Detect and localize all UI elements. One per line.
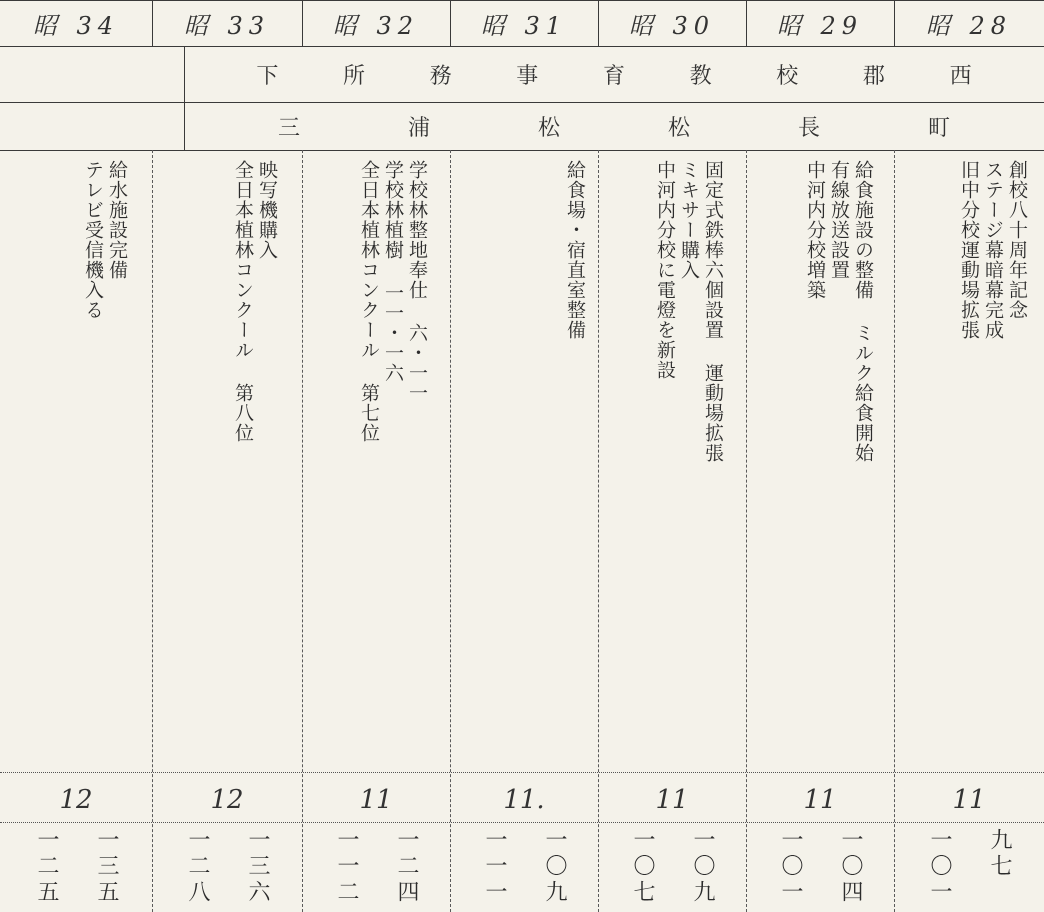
enrollment-number: 一〇一 — [778, 828, 803, 906]
band-char: 松 — [537, 115, 560, 141]
enrollment-number: 一〇七 — [630, 828, 655, 906]
enrollment-number: 一〇一 — [927, 828, 952, 906]
class-count: 12 — [59, 785, 93, 815]
era-header: 昭 33 — [183, 11, 271, 40]
header-bottom-divider — [0, 150, 1044, 151]
office-band — [184, 46, 1044, 102]
enrollment-cell — [894, 828, 1044, 908]
enrollment-cell — [0, 828, 152, 908]
entry-line: 学校林整地奉仕 六・一一 — [406, 160, 428, 403]
era-header: 昭 31 — [480, 11, 568, 40]
entry-line: 学校林植樹 一一・一六 — [382, 160, 404, 383]
entry-line: ステージ幕暗幕完成 — [982, 160, 1004, 340]
era-header: 昭 29 — [776, 11, 864, 40]
entry-s28 — [958, 160, 1028, 760]
era-header: 昭 28 — [925, 11, 1013, 40]
class-count: 11 — [952, 785, 986, 815]
band-char: 務 — [429, 63, 452, 89]
band-char: 所 — [342, 63, 365, 89]
entry-s30 — [654, 160, 724, 760]
band-char: 町 — [927, 115, 950, 141]
class-count: 11 — [803, 785, 837, 815]
kanji-row-divider — [0, 822, 1044, 823]
enrollment-number: 一〇九 — [542, 828, 567, 906]
entry-s34 — [82, 160, 128, 760]
era-header: 昭 32 — [332, 11, 420, 40]
band-char: 西 — [949, 63, 972, 89]
entry-s31 — [564, 160, 586, 760]
class-count: 12 — [210, 785, 244, 815]
entry-line: 固定式鉄棒六個設置 運動場拡張 — [702, 160, 724, 463]
era-header: 昭 30 — [628, 11, 716, 40]
enrollment-cell — [598, 828, 746, 908]
enrollment-number: 一二五 — [34, 828, 59, 906]
band-char: 松 — [667, 115, 690, 141]
entry-s29 — [804, 160, 874, 760]
enrollment-number: 一三五 — [94, 828, 119, 906]
entry-line: 中河内分校増築 — [804, 160, 826, 300]
enrollment-number: 一〇九 — [690, 828, 715, 906]
entry-line: 給水施設完備 — [106, 160, 128, 280]
enrollment-number: 一二八 — [185, 828, 210, 906]
principal-band — [184, 102, 1044, 150]
band-char: 教 — [689, 63, 712, 89]
band-char: 校 — [776, 63, 799, 89]
era-header: 昭 34 — [32, 11, 120, 40]
enrollment-number: 一一一 — [482, 828, 507, 906]
band-char: 事 — [516, 63, 539, 89]
enrollment-number: 九七 — [987, 828, 1012, 880]
enrollment-number: 一二四 — [394, 828, 419, 906]
entry-line: ミキサー購入 — [678, 160, 700, 280]
band-char: 郡 — [862, 63, 885, 89]
enrollment-cell — [302, 828, 450, 908]
class-count: 11. — [503, 785, 545, 815]
entry-s33 — [232, 160, 278, 760]
entry-line: 中河内分校に電燈を新設 — [654, 160, 676, 380]
enrollment-cell — [746, 828, 894, 908]
band-char: 浦 — [407, 115, 430, 141]
entry-line: テレビ受信機入る — [82, 160, 104, 320]
entry-line: 全日本植林コンクール 第七位 — [358, 160, 380, 443]
class-count: 11 — [655, 785, 689, 815]
enrollment-number: 一三六 — [245, 828, 270, 906]
entry-line: 全日本植林コンクール 第八位 — [232, 160, 254, 443]
enrollment-number: 一〇四 — [838, 828, 863, 906]
entry-line: 給食場・宿直室整備 — [564, 160, 586, 340]
entry-line: 創校八十周年記念 — [1006, 160, 1028, 320]
band-char: 三 — [277, 115, 300, 141]
entry-line: 有線放送設置 — [828, 160, 850, 280]
band-char: 下 — [256, 63, 279, 89]
entry-line: 給食施設の整備 ミルク給食開始 — [852, 160, 874, 463]
enrollment-number: 一一二 — [334, 828, 359, 906]
count-row-divider — [0, 772, 1044, 773]
enrollment-cell — [450, 828, 598, 908]
entry-line: 映写機購入 — [256, 160, 278, 260]
band-char: 長 — [797, 115, 820, 141]
entry-s32 — [358, 160, 428, 760]
entry-line: 旧中分校運動場拡張 — [958, 160, 980, 340]
class-count: 11 — [359, 785, 393, 815]
band-char: 育 — [602, 63, 625, 89]
enrollment-cell — [152, 828, 302, 908]
